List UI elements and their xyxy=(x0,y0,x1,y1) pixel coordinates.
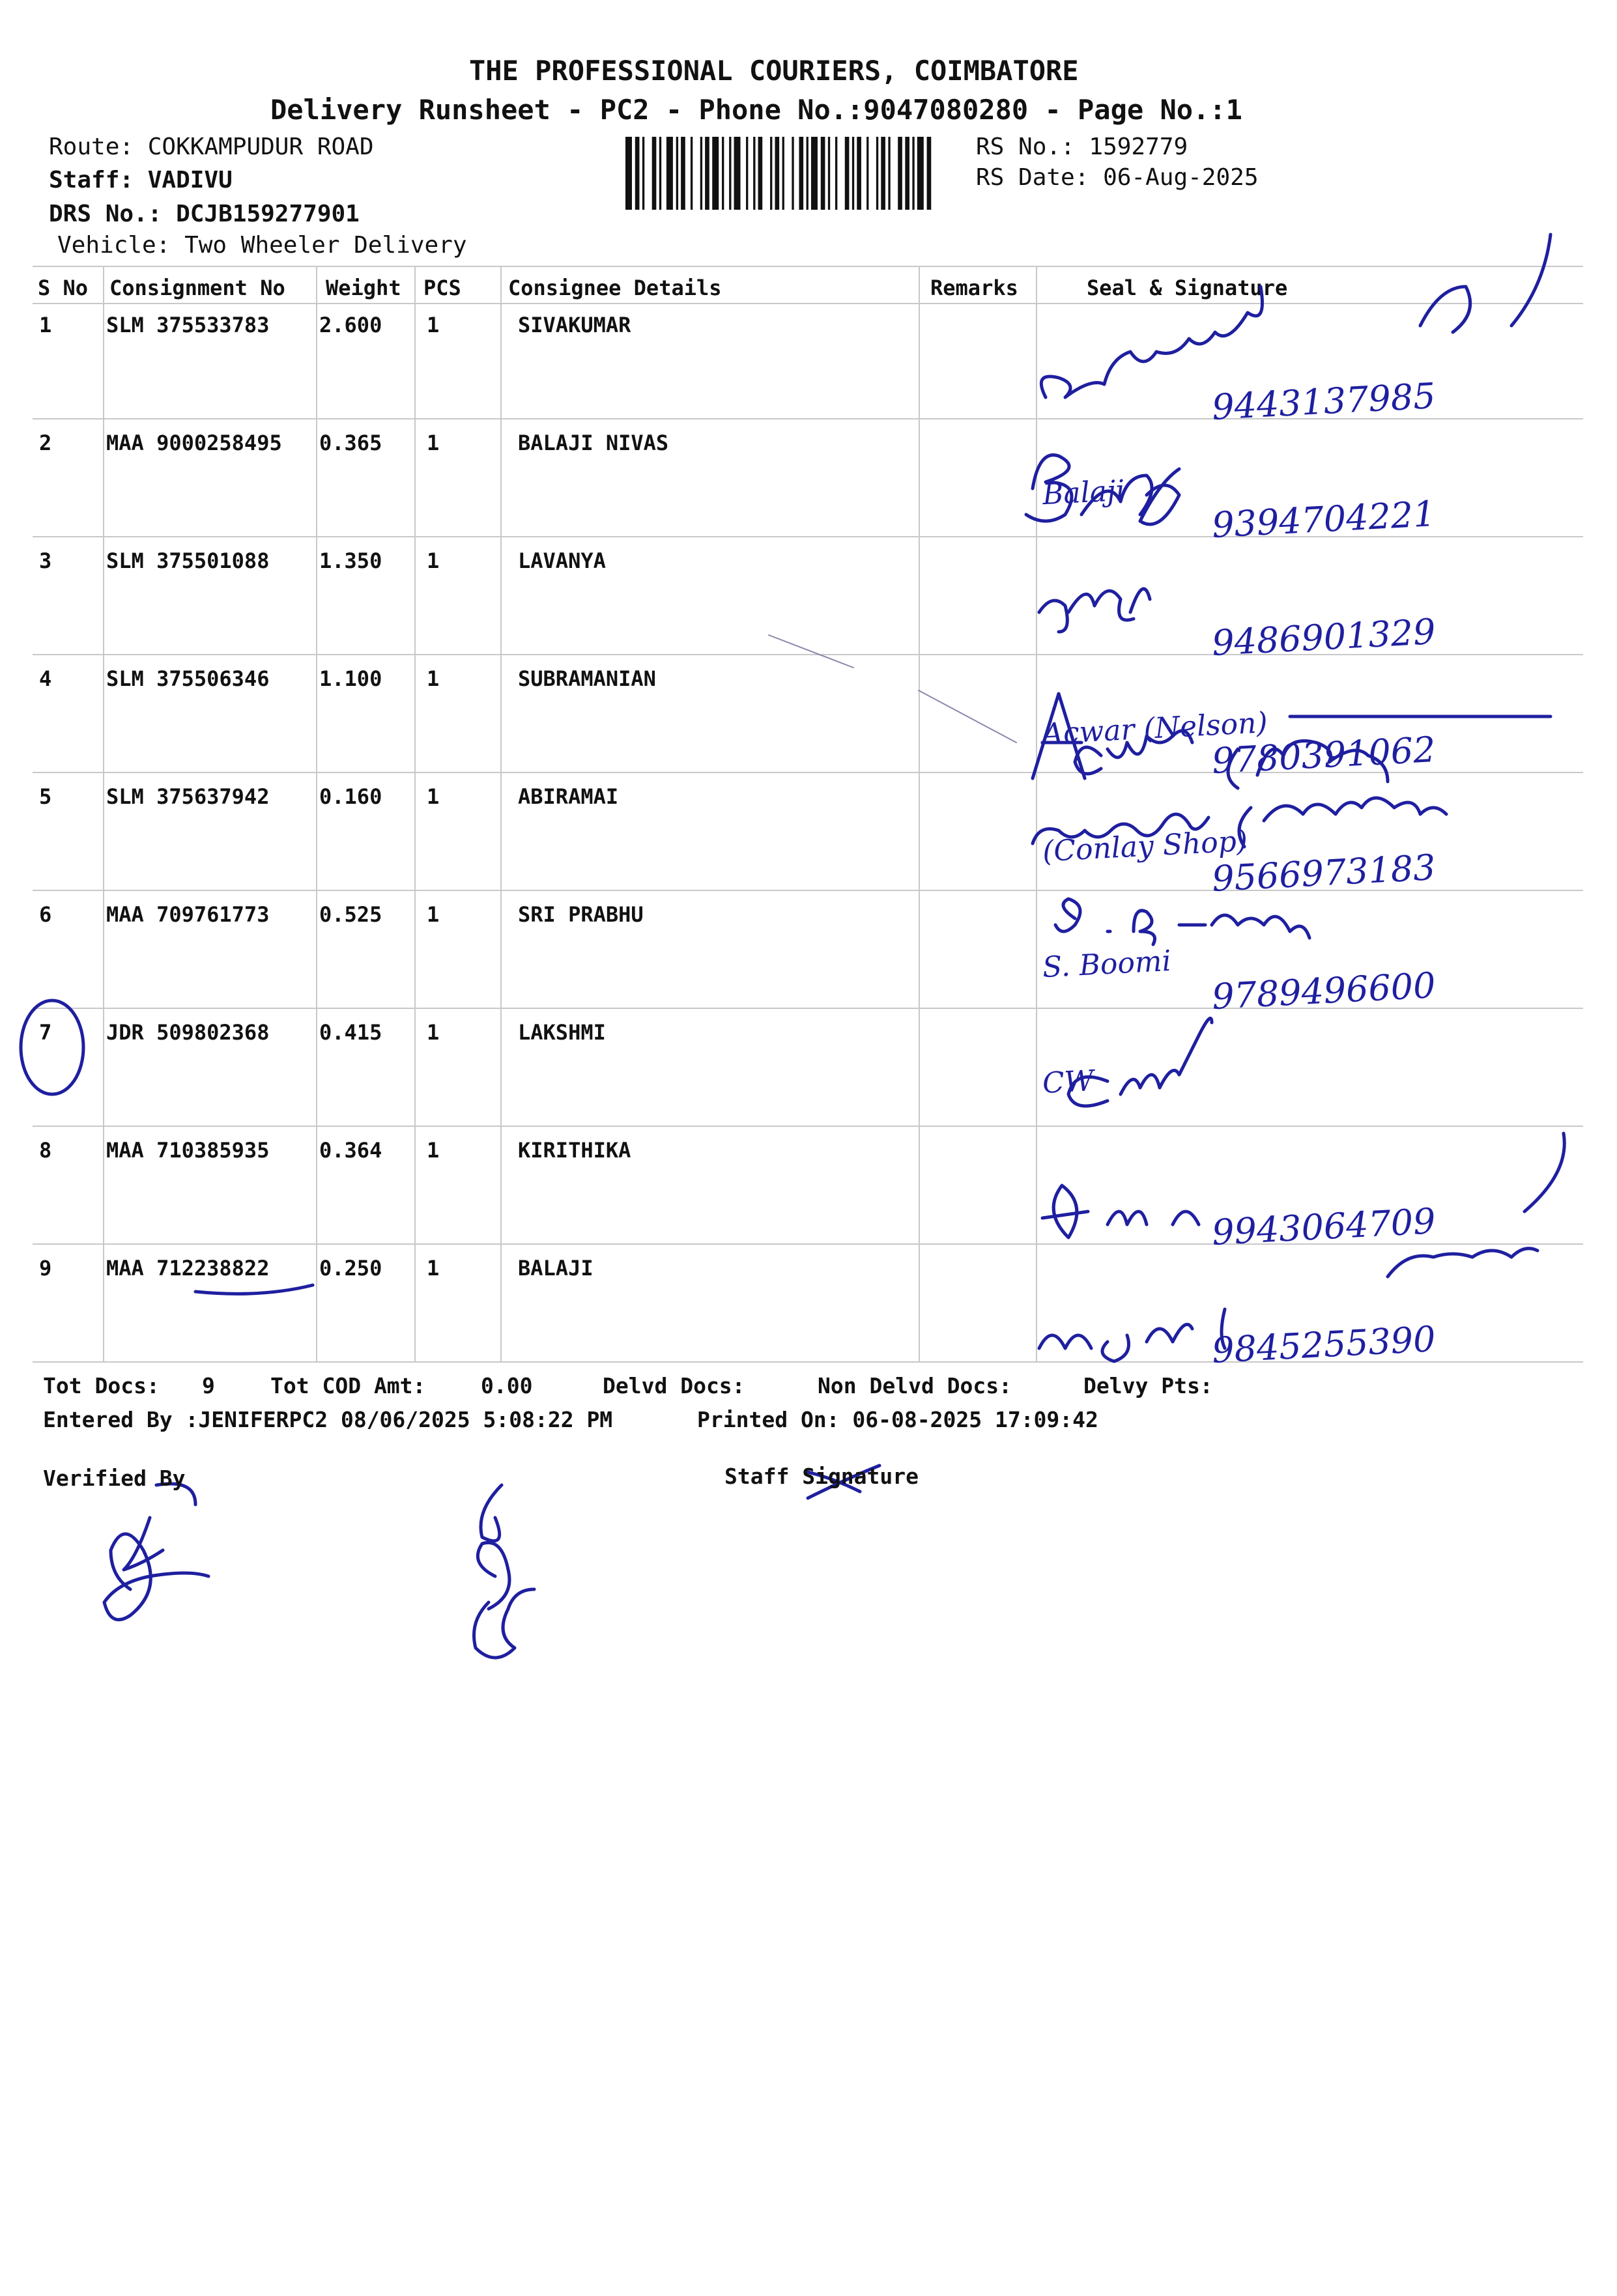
cell-sno: 8 xyxy=(39,1138,52,1163)
cell-weight: 0.415 xyxy=(319,1020,382,1045)
route-label: Route: xyxy=(49,134,134,160)
entered-by: Entered By :JENIFERPC2 08/06/2025 5:08:22 PM xyxy=(43,1407,613,1432)
circle-mark xyxy=(21,1000,83,1094)
route-value: COKKAMPUDUR ROAD xyxy=(147,134,374,160)
col-weight: Weight xyxy=(326,276,401,300)
drs-value: DCJB159277901 xyxy=(176,201,360,227)
cell-pcs: 1 xyxy=(427,666,440,691)
signature-scribble xyxy=(1041,234,1551,397)
cell-consignee: SIVAKUMAR xyxy=(518,313,631,337)
delvy-pts-label: Delvy Pts: xyxy=(1083,1373,1213,1398)
cell-sno: 6 xyxy=(39,902,52,927)
col-pcs: PCS xyxy=(423,276,461,300)
handwritten-phone: 9394704221 xyxy=(1210,493,1437,546)
vehicle-label: Vehicle: xyxy=(57,232,171,259)
cell-consignment: MAA 709761773 xyxy=(106,902,270,927)
col-signature: Seal & Signature xyxy=(1087,276,1288,300)
signature-scribble xyxy=(1055,899,1309,944)
drs-label: DRS No.: xyxy=(49,201,162,227)
cell-sno: 3 xyxy=(39,548,52,573)
cell-consignment: SLM 375501088 xyxy=(106,548,270,573)
staff-signature-mark xyxy=(474,1485,535,1658)
cell-weight: 0.160 xyxy=(319,784,382,809)
runsheet-subtitle: Delivery Runsheet - PC2 - Phone No.:9047080280 - Page No.:1 xyxy=(270,94,1242,126)
underline-mark xyxy=(195,1285,313,1294)
cell-consignee: BALAJI xyxy=(518,1256,594,1281)
signature-scribble xyxy=(1042,1133,1564,1238)
handwritten-phone: 9780391062 xyxy=(1210,729,1437,782)
cell-consignment: SLM 375637942 xyxy=(106,784,270,809)
rs-no-label: RS No.: xyxy=(976,134,1075,160)
verified-signature xyxy=(104,1484,208,1620)
handwritten-phone: 9789496600 xyxy=(1210,965,1437,1017)
cell-sno: 9 xyxy=(39,1256,52,1281)
cell-consignee: LAVANYA xyxy=(518,548,606,573)
col-sno: S No xyxy=(38,276,89,300)
cell-sno: 5 xyxy=(39,784,52,809)
cell-consignment: SLM 375533783 xyxy=(106,313,270,337)
cell-weight: 1.350 xyxy=(319,548,382,573)
cell-consignee: SUBRAMANIAN xyxy=(518,666,656,691)
vehicle-value: Two Wheeler Delivery xyxy=(184,232,467,259)
signature-scribble xyxy=(1039,1249,1538,1361)
cell-consignee: KIRITHIKA xyxy=(518,1138,631,1163)
tot-docs-label: Tot Docs: xyxy=(43,1373,160,1398)
cell-pcs: 1 xyxy=(427,1138,440,1163)
cell-weight: 0.364 xyxy=(319,1138,382,1163)
handwritten-phone: 9845255390 xyxy=(1210,1318,1437,1371)
signature-scribble xyxy=(1033,798,1446,847)
cell-weight: 2.600 xyxy=(319,313,382,337)
verified-by-label: Verified By xyxy=(43,1466,186,1491)
tot-cod-label: Tot COD Amt: xyxy=(270,1373,426,1398)
col-remarks: Remarks xyxy=(930,276,1018,300)
signature-scribble xyxy=(1026,455,1179,524)
handwritten-name: CW xyxy=(1041,1064,1095,1101)
stray-line xyxy=(769,635,1016,743)
signature-scribble xyxy=(1039,589,1150,632)
handwritten-name: Acwar (Nelson) xyxy=(1041,705,1268,752)
cell-consignee: LAKSHMI xyxy=(518,1020,606,1045)
cell-sno: 7 xyxy=(39,1020,52,1045)
rs-date-label: RS Date: xyxy=(976,164,1089,191)
non-delvd-docs-label: Non Delvd Docs: xyxy=(818,1373,1012,1398)
cell-consignee: BALAJI NIVAS xyxy=(518,431,669,455)
tot-docs-value: 9 xyxy=(202,1373,215,1398)
cell-consignment: MAA 710385935 xyxy=(106,1138,270,1163)
cell-sno: 4 xyxy=(39,666,52,691)
cell-consignment: MAA 712238822 xyxy=(106,1256,270,1281)
cell-sno: 1 xyxy=(39,313,52,337)
cell-consignee: ABIRAMAI xyxy=(518,784,619,809)
col-consignment: Consignment No xyxy=(109,276,285,300)
cell-weight: 0.525 xyxy=(319,902,382,927)
staff-label: Staff: xyxy=(49,167,134,193)
signature-scribble xyxy=(1068,1018,1212,1106)
cell-pcs: 1 xyxy=(427,784,440,809)
cell-consignment: JDR 509802368 xyxy=(106,1020,270,1045)
delvd-docs-label: Delvd Docs: xyxy=(603,1373,745,1398)
handwritten-phone: 9486901329 xyxy=(1210,611,1437,664)
rs-date-value: 06-Aug-2025 xyxy=(1103,164,1259,191)
staff-value: VADIVU xyxy=(147,167,233,193)
cell-weight: 0.250 xyxy=(319,1256,382,1281)
cell-pcs: 1 xyxy=(427,548,440,573)
tot-cod-value: 0.00 xyxy=(481,1373,533,1398)
cell-pcs: 1 xyxy=(427,1256,440,1281)
col-consignee: Consignee Details xyxy=(508,276,722,300)
staff-signature-label: Staff Signature xyxy=(724,1464,919,1489)
signature-scribble xyxy=(1033,694,1551,788)
handwritten-phone: 9443137985 xyxy=(1210,375,1437,428)
handwritten-name: Balaji xyxy=(1041,474,1126,512)
handwritten-phone: 9566973183 xyxy=(1210,847,1437,900)
handwritten-phone: 9943064709 xyxy=(1210,1200,1437,1253)
cell-consignee: SRI PRABHU xyxy=(518,902,644,927)
cell-weight: 0.365 xyxy=(319,431,382,455)
cell-pcs: 1 xyxy=(427,902,440,927)
cell-consignment: SLM 375506346 xyxy=(106,666,270,691)
printed-on: Printed On: 06-08-2025 17:09:42 xyxy=(697,1407,1098,1432)
handwritten-name: (Conlay Shop) xyxy=(1041,824,1249,869)
cell-pcs: 1 xyxy=(427,1020,440,1045)
rs-no-value: 1592779 xyxy=(1089,134,1188,160)
cell-sno: 2 xyxy=(39,431,52,455)
handwritten-name: S. Boomi xyxy=(1041,944,1172,985)
cell-pcs: 1 xyxy=(427,431,440,455)
cell-pcs: 1 xyxy=(427,313,440,337)
cell-consignment: MAA 9000258495 xyxy=(106,431,282,455)
company-title: THE PROFESSIONAL COURIERS, COIMBATORE xyxy=(469,55,1079,87)
cell-weight: 1.100 xyxy=(319,666,382,691)
